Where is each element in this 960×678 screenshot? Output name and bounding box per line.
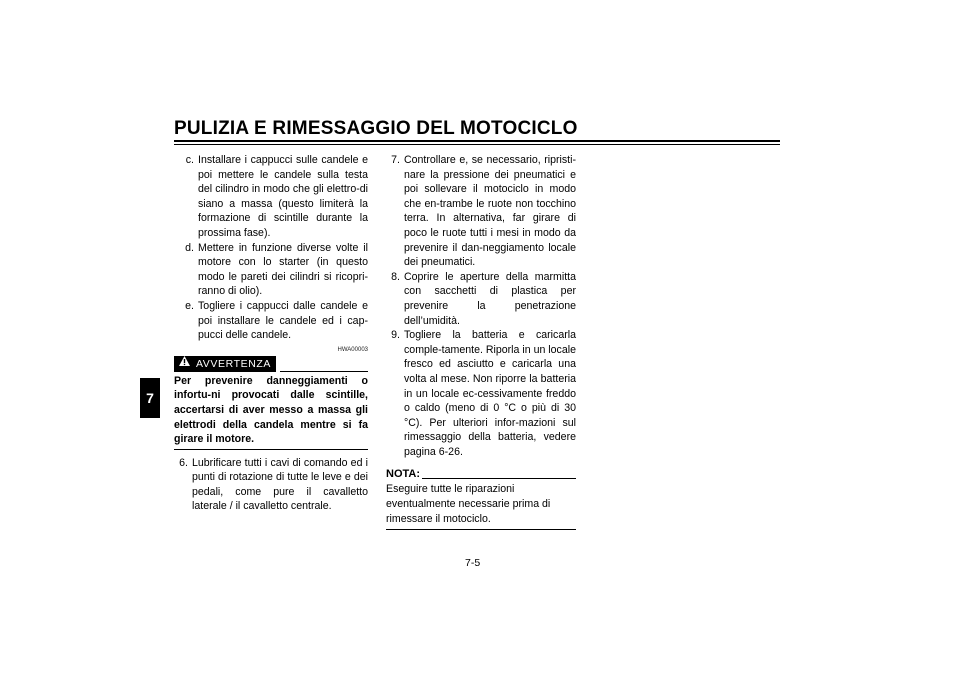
left-column [174, 153, 368, 514]
list-item [174, 299, 368, 343]
warning-rule [280, 371, 368, 372]
chapter-tab: 7 [140, 378, 160, 418]
right-column [386, 153, 576, 530]
step-marker: 7. [391, 154, 400, 166]
list-item [174, 456, 368, 514]
note-rule [422, 478, 576, 479]
reference-code: HWA00003 [337, 346, 368, 353]
note-header [386, 467, 576, 481]
note-label: NOTA: [386, 468, 421, 481]
step-marker: 9. [391, 329, 400, 342]
note-text: Eseguire tutte le riparazioni eventualmente necessarie prima di rimessare il motociclo. [386, 482, 576, 530]
step-marker: 6. [179, 456, 188, 469]
step-text: Lubrificare tutti i cavi di comando ed i punti di rotazione di tutte le leve e dei pedali, come pure il cavalletto laterale / il cavalletto centrale. [192, 456, 368, 513]
list-item [174, 153, 368, 241]
page-title: PULIZIA E RIMESSAGGIO DEL MOTOCICLO [174, 118, 578, 139]
step-marker: 8. [391, 270, 400, 283]
item-text: Togliere i cappucci dalle candele e poi installare le candele ed i cap-pucci delle candele. [198, 299, 368, 342]
list-item [386, 328, 576, 459]
header-rule [174, 140, 780, 142]
step-text: Controllare e, se necessario, ripristi-nare la pressione dei pneumatici e poi sollevare il motociclo in modo che en-trambe le ruote non tocchino terra. In alternativa, far girare di poco le ruote tutti i mesi in modo da prevenire il dan-neggiamento locale dei pneumatici. [404, 154, 576, 269]
list-item [174, 241, 368, 299]
item-marker: e. [185, 299, 194, 312]
item-text: Installare i cappucci sulle candele e poi mettere le candele sulla testa del cilindro in modo che gli elettro-di siano a massa (questo limiterà la formazione di scintille durante la prossima fase). [198, 154, 368, 239]
item-marker: d. [185, 241, 194, 254]
item-marker: c. [185, 154, 194, 166]
list-item [386, 270, 576, 328]
header-rule-thin [174, 144, 780, 145]
list-item [386, 153, 576, 270]
warning-triangle-icon [179, 355, 190, 371]
item-text: Mettere in funzione diverse volte il motore con lo starter (in questo modo le pareti dei cilindri si ricopri-ranno di olio). [198, 241, 368, 298]
warning-badge [174, 356, 276, 372]
step-text: Togliere la batteria e caricarla comple-tamente. Riporla in un locale fresco ed asciutto e caricarla una volta al mese. Non riporre la batteria in un locale ec-cessivamente freddo o caldo (meno di 0 °C o più di 30 °C). Per ulteriori infor-mazioni sul rimessaggio della batteria, vedere pagina 6-26. [404, 329, 576, 458]
warning-header [174, 356, 368, 372]
step-text: Coprire le aperture della marmitta con sacchetti di plastica per prevenire la penetrazione dell’umidità. [404, 270, 576, 327]
warning-label: AVVERTENZA [195, 357, 272, 370]
warning-text: Per prevenire danneggiamenti o infortu-ni provocati dalle scintille, accertarsi di aver messo a massa gli elettrodi della candela mentre si fa girare il motore. [174, 374, 368, 450]
page-number: 7-5 [465, 557, 481, 569]
